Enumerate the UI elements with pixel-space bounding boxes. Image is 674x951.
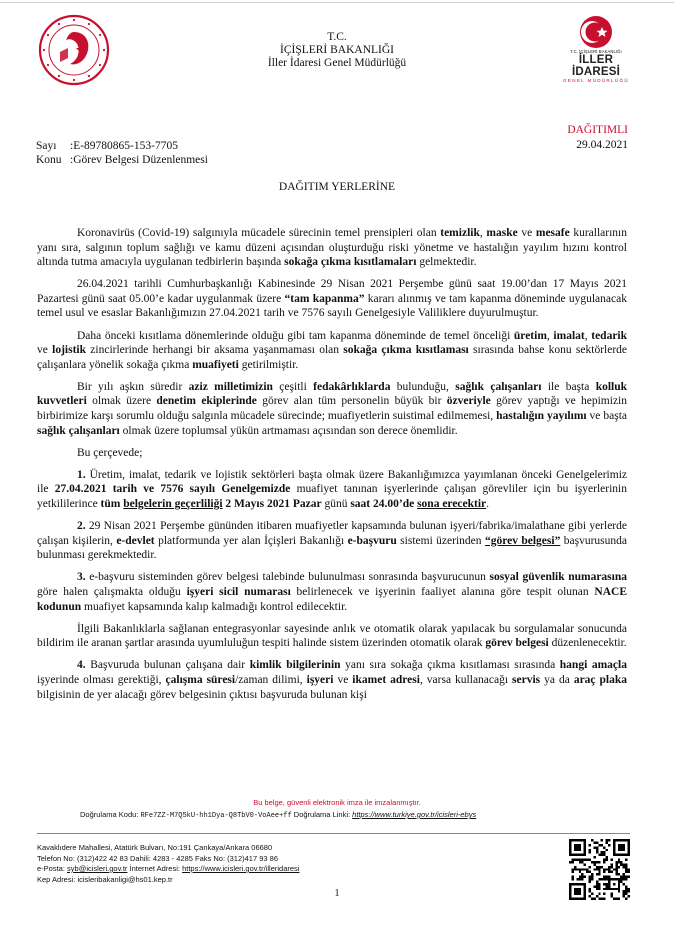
header-line-tc: T.C.	[327, 31, 347, 43]
contact-email-row	[37, 864, 299, 875]
text-run: sırasında bahse konu sektörlerde çalışanlara yönelik sokağa çıkma	[37, 344, 628, 371]
paragraph	[37, 380, 627, 438]
konu-row	[36, 153, 208, 167]
header-line-ministry: İÇİŞLERİ BAKANLIĞI	[279, 44, 395, 56]
text-run: Üretim, imalat, tedarik ve lojistik sektörleri başta olmak üzere Bakanlığımızca yayımlanan önceki Genelgelerimiz ile	[37, 468, 627, 496]
header-line-directorate: İller İdaresi Genel Müdürlüğü	[267, 57, 407, 69]
text-run: belgelerin geçerliliği	[123, 498, 223, 510]
text-run: işyeri sicil numarası	[186, 585, 291, 598]
paragraph	[37, 519, 627, 563]
text-run: sistemi üzerinden	[396, 534, 485, 547]
text-run: olmak üzere	[86, 395, 157, 408]
text-run: 3.	[77, 571, 86, 584]
text-run: görev alan tüm personelin büyük bir	[256, 395, 447, 408]
text-run: sağlık çalışanları	[455, 380, 542, 393]
text-run: sokağa çıkma kısıtlaması	[343, 344, 469, 357]
logo-text	[557, 49, 635, 83]
text-run: getirilmiştir.	[238, 358, 299, 371]
text-run: ile başta	[541, 380, 596, 393]
text-run: kurallarının yanı sıra, salgının toplum sağlığı ve kamu düzeni açısından oluşturduğu riski yönetme ve hastalığın yayılım hızını kontrol altında tutma amacıyla uygulanan tedbirlerin başında	[37, 227, 628, 269]
text-run: “tam kapanma”	[284, 292, 365, 305]
text-run: fedakârlıklarda	[313, 380, 391, 393]
text-run: aziz milletimizin	[188, 380, 273, 393]
paragraph	[37, 329, 627, 373]
text-run: çeşitli	[272, 380, 314, 393]
text-run: “görev belgesi”	[484, 534, 561, 547]
text-run: düzenlenecektir.	[548, 637, 627, 650]
ministry-header	[200, 31, 474, 70]
top-border	[0, 2, 674, 3]
text-run: 2.	[77, 520, 86, 533]
web-link[interactable]: https://www.icisleri.gov.tr/illeridaresi	[182, 864, 300, 873]
text-run: 2 Mayıs 2021 Pazar	[222, 498, 322, 510]
text-run: Bu çerçevede;	[77, 446, 143, 459]
paragraph	[37, 622, 627, 651]
page-number: 1	[334, 888, 340, 899]
email-label: e-Posta:	[37, 864, 65, 873]
verification-link[interactable]: https://www.turkiye.gov.tr/icisleri-ebys	[352, 810, 477, 819]
text-run: Koronavirüs (Covid-19) salgınıyla mücadele sürecinin temel prensipleri olan	[77, 227, 441, 239]
logo-sub-text: GENEL MÜDÜRLÜĞÜ	[562, 78, 630, 83]
text-run: üretim	[513, 329, 547, 342]
text-run: belirlenecek ve işyerinin faaliyet alanına göre tespit olunan	[290, 585, 595, 598]
text-run: 27.04.2021 tarih ve 7576 sayılı Genelgemizde	[54, 483, 291, 496]
text-run: 4.	[77, 659, 86, 672]
text-run: lojistik	[52, 344, 87, 357]
text-run: özveriyle	[446, 395, 491, 408]
text-run: sosyal güvenlik numarasına	[489, 571, 627, 584]
text-run: 1.	[77, 468, 86, 481]
text-run: görev belgesi	[485, 637, 549, 650]
logo-big-text: İLLER İDARESİ	[571, 54, 621, 78]
text-run: sağlık çalışanları	[37, 424, 120, 437]
text-run: Bir yılı aşkın süredir	[77, 380, 189, 393]
paragraph	[37, 277, 627, 321]
footer-divider	[37, 833, 630, 834]
text-run: bulunduğu,	[390, 380, 456, 393]
sayi-value: :E-89780865-153-7705	[70, 140, 178, 152]
document-meta	[36, 139, 208, 167]
verification-link-label: Doğrulama Linki:	[293, 810, 351, 819]
text-run: ya da	[540, 673, 574, 686]
text-run: hastalığın yayılımı	[496, 410, 587, 423]
text-run: ,	[479, 227, 487, 239]
text-run: kararı alınmış ve tam kapanma döneminde uygulanacak temel usul ve esaslar Bakanlığımızın 27.04.2021 tarih ve 7576 sayılı Genelgesiyle Valiliklere duyurulmuştur.	[37, 292, 627, 320]
document-date: 29.04.2021	[576, 139, 628, 151]
contact-address: Kavaklıdere Mahallesi, Atatürk Bulvarı, No:191 Çankaya/Ankara 06680	[37, 843, 273, 852]
text-run: Daha önceki kısıtlama dönemlerinde olduğu gibi tam kapanma döneminde de temel önceliği	[77, 329, 514, 342]
text-run: işyerinde olması gerektiği,	[37, 673, 166, 686]
text-run: ikamet adresi	[352, 673, 420, 686]
sayi-label: Sayı	[36, 140, 57, 152]
text-run: muafiyeti	[192, 358, 239, 371]
text-run: ,	[584, 329, 592, 342]
text-run: maske	[486, 227, 518, 239]
text-run: araç plaka	[573, 673, 628, 686]
konu-value: :Görev Belgesi Düzenlenmesi	[70, 154, 208, 166]
document-body	[37, 226, 627, 710]
paragraph	[37, 570, 627, 614]
contact-phone: Telefon No: (312)422 42 83 Dahili: 4283 - 4285 Faks No: (312)417 93 86	[37, 853, 278, 863]
text-run: zincirlerinde herhangi bir aksama yaşanmaması olan	[86, 344, 344, 357]
ministry-seal-icon	[38, 14, 110, 86]
text-run: işyeri/fabrika/imalathane gibi yerlerde çalışan kişilerin,	[37, 520, 627, 547]
text-run: servis	[512, 673, 541, 686]
text-run: NACE kodunun	[37, 585, 627, 613]
text-run: /zaman dilimi,	[235, 673, 307, 686]
text-run: ve	[333, 673, 353, 686]
text-run: olmak üzere toplumsal yükün artmaması açısından son derece önemlidir.	[119, 424, 458, 437]
e-signature-note: Bu belge, güvenli elektronik imza ile imzalanmıştır.	[253, 798, 421, 807]
text-run: 26.04.2021 tarihli Cumhurbaşkanlığı Kabinesinde 29 Nisan 2021 Perşembe günü saat 19.00’dan 17 Mayıs 2021 Pazartesi günü saat 05.00’e kadar uygulanmak üzere	[37, 278, 627, 305]
text-run: saat 24.00’de	[350, 498, 415, 510]
text-run: , varsa kullanacağı	[419, 673, 513, 686]
text-run: Başvuruda bulunan çalışana dair	[85, 659, 250, 672]
web-label: İnternet Adresi:	[129, 864, 180, 873]
verification-code-label: Doğrulama Kodu:	[80, 810, 139, 819]
text-run: e-başvuru sisteminden görev belgesi talebinde bulunulması sonrasında başvurucunun	[85, 571, 490, 584]
paragraph	[37, 446, 627, 461]
text-run: kimlik bilgilerinin	[249, 659, 341, 672]
contact-block	[37, 843, 299, 885]
sayi-row	[36, 139, 208, 153]
text-run: hangi amaçla	[559, 659, 627, 672]
text-run: platformunda yer alan İçişleri Bakanlığı	[154, 534, 348, 547]
text-run: günü	[321, 498, 351, 510]
text-run: ve	[37, 344, 53, 357]
paragraph	[37, 226, 627, 270]
text-run: tüm	[100, 498, 124, 510]
text-run: göre halen çalışmakta olduğu	[37, 585, 187, 598]
text-run: çalışma süresi	[165, 673, 236, 686]
text-run: ve başta	[586, 410, 627, 423]
text-run: .	[486, 498, 490, 510]
text-run: sona erecektir	[417, 498, 487, 510]
text-run: e-başvuru	[347, 534, 397, 547]
text-run: kolluk kuvvetleri	[37, 380, 628, 408]
text-run: başvurusunda bulunması gerekmektedir.	[37, 534, 627, 562]
text-run: gelmektedir.	[416, 256, 477, 269]
text-run: İlgili Bakanlıklarla sağlanan entegrasyonlar sayesinde anlık ve otomatik olarak yapılacak bu sorgulamalar sonucunda bildirim ile aranan şartlar arasında uyumluluğun tespiti halinde sistem üzerinden otomatik olarak	[37, 622, 627, 650]
text-run: e-devlet	[116, 534, 155, 547]
text-run: muafiyet kapsamında kalıp kalmadığı kontrol edilecektir.	[81, 600, 348, 613]
verification-code: RFe7ZZ-M7Q5kU-hh1Dya-Q8TbV0-VoAee+ff	[140, 812, 292, 820]
text-run: ve	[517, 227, 536, 239]
text-run: işyeri	[306, 673, 334, 686]
text-run: görev yaptığı ve hepimizin birbirimize karşı sorumlu olduğu salgınla mücadele sürecinde; muafiyetlerin suistimal edilmemesi,	[37, 395, 628, 423]
verification-line	[80, 810, 476, 820]
text-run: imalat	[553, 329, 585, 342]
text-run: temizlik	[440, 227, 480, 239]
text-run: mesafe	[535, 227, 570, 239]
distribution-label: DAĞITIMLI	[567, 124, 628, 136]
text-run: sokağa çıkma kısıtlamaları	[284, 256, 417, 269]
text-run: muafiyet tanınan işyerlerinde çalışan görevliler için bu işyerlerinin yetkililerince	[37, 483, 627, 510]
text-run: 29 Nisan 2021 Perşembe gününden itibaren muafiyetler kapsamında bulunan	[85, 520, 447, 533]
paragraph	[37, 468, 627, 512]
text-run: tedarik	[591, 329, 628, 342]
contact-kep: Kep Adresi: icisleribakanligi@hs01.kep.tr	[37, 874, 173, 884]
addressee-title: DAĞITIM YERLERİNE	[278, 181, 396, 193]
email-link[interactable]: syb@icisleri.gov.tr	[67, 864, 128, 873]
konu-label: Konu	[36, 154, 62, 166]
text-run: ,	[546, 329, 554, 342]
text-run: yanı sıra sokağa çıkma kısıtlaması sırasında	[340, 659, 560, 672]
logo-small-text: T.C. İÇİŞLERİ BAKANLIĞI	[570, 49, 622, 54]
text-run: denetim ekiplerinde	[156, 395, 257, 408]
paragraph	[37, 658, 627, 702]
text-run: bilgisinin de yer alacağı görev belgesinin çıktısı başvuruda bulunan kişi	[37, 688, 367, 701]
